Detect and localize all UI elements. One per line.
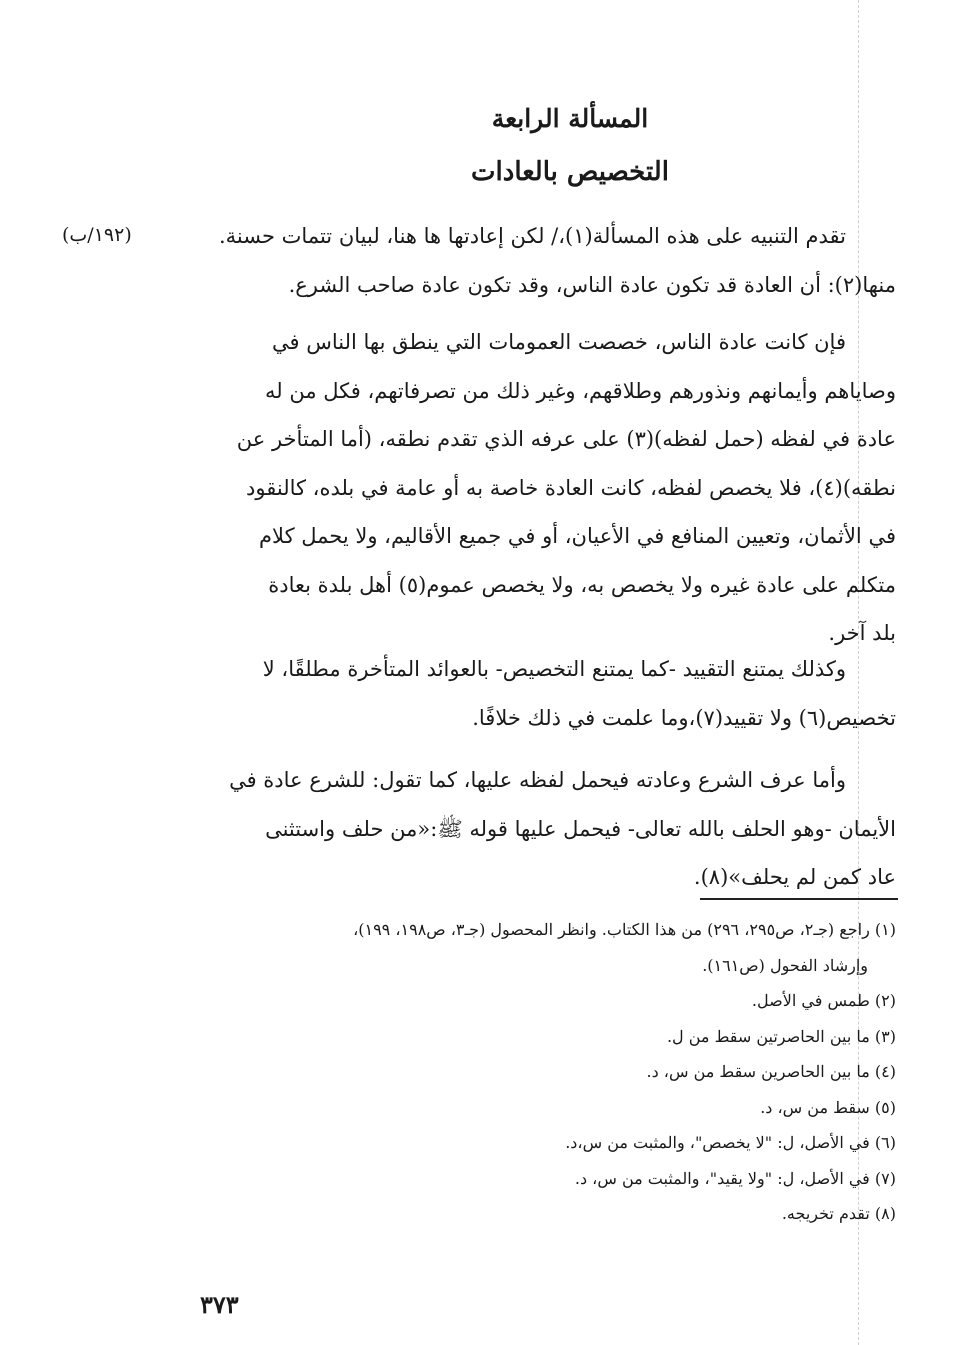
paragraph-2 — [168, 318, 896, 658]
chapter-heading: المسألة الرابعة — [491, 104, 649, 133]
paragraph-1-line-1: تقدم التنبيه على هذه المسألة(١)،/ لكن إعادتها ها هنا، لبيان تتمات حسنة. — [219, 224, 846, 248]
page-number: ٣٧٣ — [200, 1290, 239, 1319]
footnote-separator — [700, 898, 898, 900]
footnote-2: (٢) طمس في الأصل. — [751, 991, 896, 1010]
paragraph-2-line-7: بلد آخر. — [828, 621, 896, 645]
section-heading: التخصيص بالعادات — [471, 157, 669, 187]
paragraph-1-line-2: منها(٢): أن العادة قد تكون عادة الناس، وقد تكون عادة صاحب الشرع. — [288, 272, 896, 297]
manuscript-folio-reference: (١٩٢/ب) — [62, 224, 132, 246]
paragraph-4-line-1: وأما عرف الشرع وعادته فيحمل لفظه عليها، كما تقول: للشرع عادة في — [229, 768, 846, 792]
footnote-4: (٤) ما بين الحاصرين سقط من س، د. — [646, 1062, 896, 1081]
paragraph-2-line-3: عادة في لفظه (حمل لفظه)(٣) على عرفه الذي تقدم نطقه، (أما المتأخر عن — [236, 427, 896, 451]
paragraph-4 — [168, 756, 896, 902]
paragraph-2-line-1: فإن كانت عادة الناس، خصصت العمومات التي ينطق بها الناس في — [272, 330, 846, 354]
paragraph-3-line-2: تخصيص(٦) ولا تقييد(٧)،وما علمت في ذلك خلافًا. — [472, 705, 896, 730]
paragraph-3 — [168, 645, 896, 742]
paragraph-2-line-6: متكلم على عادة غيره ولا يخصص به، ولا يخصص عموم(٥) أهل بلدة بعادة — [268, 572, 896, 597]
footnote-5: (٥) سقط من س، د. — [760, 1097, 896, 1117]
footnote-1-continuation: وإرشاد الفحول (ص١٦١). — [702, 955, 868, 975]
paragraph-4-line-3: عاد كمن لم يحلف»(٨). — [693, 865, 896, 889]
paragraph-2-line-5: في الأثمان، وتعيين المنافع في الأعيان، أو في جميع الأقاليم، ولا يحمل كلام — [259, 524, 896, 548]
footnote-1: (١) راجع (جـ٢، ص٢٩٥، ٢٩٦) من هذا الكتاب. وانظر المحصول (جـ٣، ص١٩٨، ١٩٩)، — [353, 920, 896, 939]
footnote-7: (٧) في الأصل، ل: "ولا يقيد"، والمثبت من س، د. — [574, 1168, 896, 1188]
footnote-8: (٨) تقدم تخريجه. — [781, 1204, 896, 1223]
paragraph-2-line-4: نطقه)(٤)، فلا يخصص لفظه، كانت العادة خاصة به أو عامة في بلده، كالنقود — [246, 475, 896, 500]
paragraph-2-line-2: وصاياهم وأيمانهم ونذورهم وطلاقهم، وغير ذلك من تصرفاتهم، فكل من له — [265, 378, 896, 403]
footnotes-list — [168, 912, 896, 1232]
paragraph-1 — [168, 212, 896, 309]
footnote-3: (٣) ما بين الحاصرتين سقط من ل. — [666, 1026, 896, 1046]
paragraph-4-line-2: الأيمان -وهو الحلف بالله تعالى- فيحمل عليها قوله ﷺ:«من حلف واستثنى — [265, 816, 896, 841]
paragraph-3-line-1: وكذلك يمتنع التقييد -كما يمتنع التخصيص- بالعوائد المتأخرة مطلقًا، لا — [262, 657, 846, 681]
footnote-6: (٦) في الأصل، ل: "لا يخصص"، والمثبت من س،د. — [565, 1133, 896, 1152]
